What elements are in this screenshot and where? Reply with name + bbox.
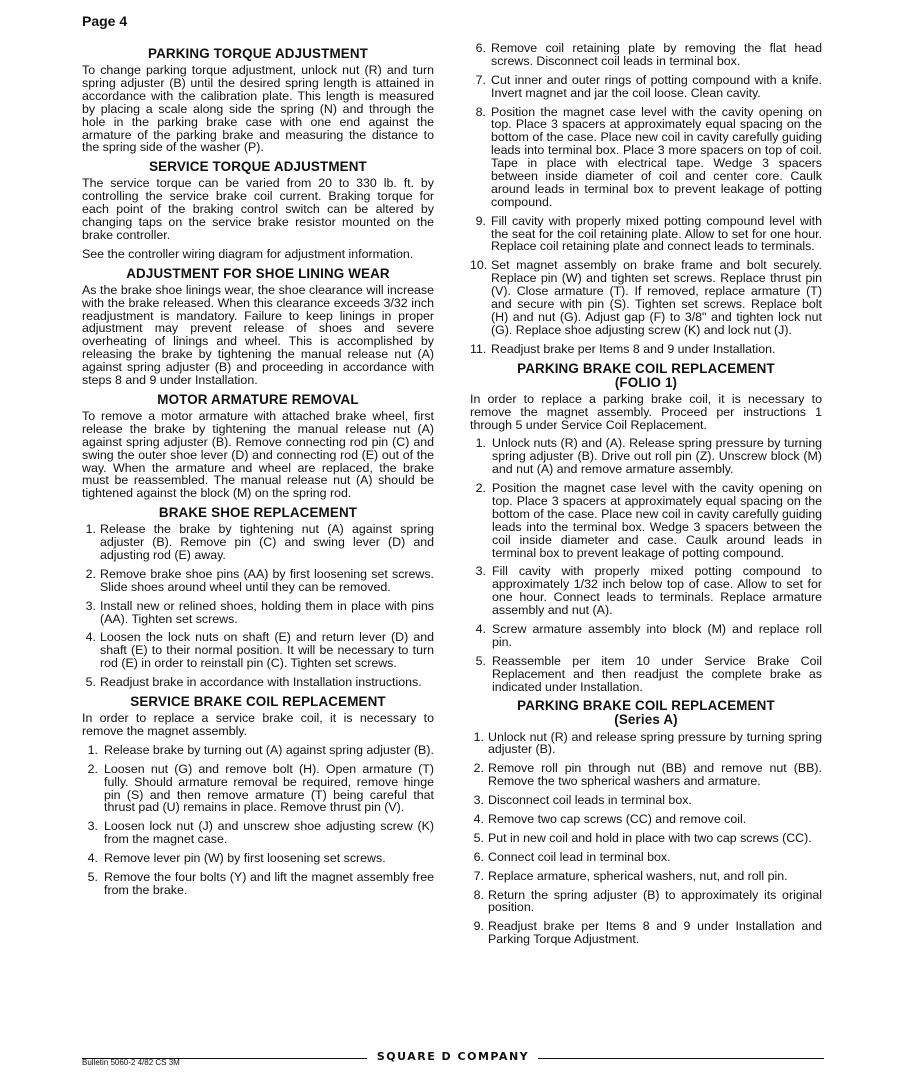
item-number: 3. bbox=[475, 564, 486, 579]
footer-rule-left bbox=[82, 1058, 367, 1059]
item-number: 9. bbox=[475, 213, 486, 228]
list-item bbox=[470, 437, 822, 476]
item-number: 4. bbox=[85, 630, 96, 645]
paragraph: In order to replace a parking brake coil, it is necessary to remove the magnet assembly. Proceed per instructions 1 through 5 under Service Coil Replacement. bbox=[470, 391, 822, 432]
item-text: Cut inner and outer rings of potting compound with a knife. Invert magnet and jar the coil loose. Clean cavity. bbox=[491, 72, 822, 100]
item-number: 4. bbox=[473, 812, 484, 826]
item-number: 10. bbox=[470, 258, 488, 273]
list-item bbox=[470, 259, 822, 336]
item-number: 5. bbox=[85, 675, 96, 690]
numbered-list bbox=[82, 744, 434, 897]
item-number: 8. bbox=[475, 104, 486, 119]
item-text: Readjust brake per Items 8 and 9 under Installation and Parking Torque Adjustment. bbox=[488, 919, 822, 947]
section-parking-brake-coil-folio-1 bbox=[470, 362, 822, 694]
list-item bbox=[470, 870, 822, 883]
list-item bbox=[82, 763, 434, 815]
list-item bbox=[82, 523, 434, 562]
item-text: Return the spring adjuster (B) to approximately its original position. bbox=[488, 887, 822, 915]
section-heading bbox=[470, 362, 822, 390]
list-item bbox=[82, 744, 434, 757]
list-item bbox=[470, 920, 822, 946]
item-text: Remove lever pin (W) by first loosening set screws. bbox=[104, 851, 386, 866]
item-text: Connect coil lead in terminal box. bbox=[488, 849, 671, 864]
list-item bbox=[470, 215, 822, 254]
item-number: 3. bbox=[87, 819, 98, 834]
item-text: Fill cavity with properly mixed potting compound level with the seat for the coil retaining plate. Allow to set for one hour. Replace coil retaining plate and connect leads to terminals. bbox=[491, 213, 822, 254]
numbered-list bbox=[470, 42, 822, 356]
list-item bbox=[470, 851, 822, 864]
page-footer bbox=[82, 1051, 824, 1071]
item-text: Remove the four bolts (Y) and lift the magnet assembly free from the brake. bbox=[104, 870, 434, 897]
item-text: Set magnet assembly on brake frame and bolt securely. Replace pin (W) and tighten set screws. Replace thrust pin (V). Close armature (T). If removed, replace armature (T) and secure with pin (S). Tighten set screws. Replace bolt (H) and nut (G). Adjust gap (F) to 3/8" and tighten lock nut (G). Replace shoe adjusting screw (K) and lock nut (J). bbox=[491, 258, 822, 337]
item-number: 3. bbox=[85, 598, 96, 613]
section-service-brake-coil-replacement bbox=[82, 695, 434, 897]
item-text: Loosen nut (G) and remove bolt (H). Open armature (T) fully. Should armature removal be required, remove hinge pin (S) and then remove armature (T) being careful that thrust pad (U) remains in place. Remove thrust pin (V). bbox=[104, 761, 434, 815]
section-parking-torque-adjustment bbox=[82, 47, 434, 154]
item-number: 3. bbox=[473, 793, 484, 808]
list-item bbox=[470, 731, 822, 757]
item-text: Unlock nut (R) and release spring pressure by turning spring adjuster (B). bbox=[488, 729, 822, 757]
paragraph: To change parking torque adjustment, unlock nut (R) and turn spring adjuster (B) until the desired spring length is attained in accordance with the calibration plate. This length is measured by placing a scale along side the spring (N) and through the hole in the parking brake case with one end against the armature of the parking brake and measuring the distance to the spring side of the washer (P). bbox=[82, 63, 434, 155]
item-text: Replace armature, spherical washers, nut, and roll pin. bbox=[488, 868, 788, 883]
item-text: Remove coil retaining plate by removing the flat head screws. Disconnect coil leads in terminal box. bbox=[491, 41, 822, 68]
left-column bbox=[82, 42, 434, 903]
list-item bbox=[470, 813, 822, 826]
section-service-torque-adjustment bbox=[82, 160, 434, 260]
paragraph: To remove a motor armature with attached brake wheel, first release the brake by tightening the manual release nut (A) against spring adjuster (B). Remove connecting rod pin (C) and swing the outer shoe lever (D) and connecting rod (E) out of the way. When the armature and wheel are replaced, the brake must be reassembled. The manual release nut (A) should be tightened against the block (M) on the spring rod. bbox=[82, 408, 434, 501]
section-service-brake-coil-replacement-continued bbox=[470, 42, 822, 356]
item-text: Loosen lock nut (J) and unscrew shoe adjusting screw (K) from the magnet case. bbox=[104, 819, 434, 847]
item-number: 2. bbox=[87, 761, 98, 776]
paragraph: In order to replace a service brake coil, it is necessary to remove the magnet assembly. bbox=[82, 711, 434, 738]
list-item bbox=[470, 482, 822, 559]
item-number: 1. bbox=[473, 729, 484, 744]
item-number: 5. bbox=[87, 870, 98, 885]
item-text: Unlock nuts (R) and (A). Release spring pressure by turning spring adjuster (B). Drive out roll pin (Z). Unscrew block (M) and nut (A) and remove armature assembly. bbox=[492, 436, 822, 477]
list-item bbox=[470, 623, 822, 649]
item-text: Put in new coil and hold in place with two cap screws (CC). bbox=[488, 830, 812, 845]
item-number: 4. bbox=[87, 851, 98, 866]
section-heading: SERVICE TORQUE ADJUSTMENT bbox=[149, 159, 367, 175]
item-text: Readjust brake per Items 8 and 9 under Installation. bbox=[491, 341, 776, 356]
item-text: Release the brake by tightening nut (A) against spring adjuster (B). Remove pin (C) and swing lever (D) and adjusting rod (E) away. bbox=[100, 522, 434, 563]
right-column bbox=[470, 42, 822, 952]
item-text: Screw armature assembly into block (M) and replace roll pin. bbox=[492, 621, 822, 649]
item-text: Readjust brake in accordance with Installation instructions. bbox=[100, 675, 422, 690]
item-text: Fill cavity with properly mixed potting compound to approximately 1/32 inch below top of case. Allow to set for one hour. Connect leads to terminals. Replace armature assembly and nut (A). bbox=[492, 564, 822, 618]
heading-subline: (FOLIO 1) bbox=[614, 374, 678, 390]
item-number: 6. bbox=[475, 41, 486, 55]
heading-line: PARKING BRAKE COIL REPLACEMENT bbox=[517, 698, 775, 714]
section-heading: MOTOR ARMATURE REMOVAL bbox=[157, 391, 359, 407]
item-text: Disconnect coil leads in terminal box. bbox=[488, 793, 692, 808]
numbered-list bbox=[82, 523, 434, 689]
heading-line: PARKING BRAKE COIL REPLACEMENT bbox=[517, 360, 775, 376]
item-number: 1. bbox=[87, 742, 98, 757]
item-number: 5. bbox=[475, 653, 486, 668]
item-number: 9. bbox=[473, 919, 484, 934]
page-number: Page 4 bbox=[82, 13, 128, 29]
list-item bbox=[470, 106, 822, 209]
list-item bbox=[470, 762, 822, 788]
company-logo: SQUARE D COMPANY bbox=[376, 1050, 530, 1063]
list-item bbox=[82, 871, 434, 897]
item-number: 1. bbox=[475, 436, 486, 451]
item-number: 2. bbox=[473, 761, 484, 776]
list-item bbox=[470, 832, 822, 845]
item-number: 11. bbox=[470, 341, 487, 356]
item-number: 4. bbox=[475, 621, 486, 636]
list-item bbox=[470, 565, 822, 617]
item-text: Position the magnet case level with the cavity opening on top. Place 3 spacers at approximately equal spacing on the bottom of the case. Place new coil in cavity carefully guiding leads into terminal box. Place 3 more spacers on top of coil. Tape in place with electrical tape. Wedge 3 spacers between inside diameter of coil and center core. Caulk around leads in terminal box to prevent leakage of potting compound. bbox=[491, 104, 822, 209]
item-text: Reassemble per item 10 under Service Brake Coil Replacement and then readjust the complete brake as indicated under Installation. bbox=[492, 653, 822, 694]
section-parking-brake-coil-series-a bbox=[470, 699, 822, 946]
section-heading: BRAKE SHOE REPLACEMENT bbox=[158, 505, 358, 521]
list-item bbox=[82, 600, 434, 626]
paragraph: See the controller wiring diagram for adjustment information. bbox=[82, 246, 414, 261]
list-item bbox=[470, 74, 822, 100]
list-item bbox=[82, 631, 434, 670]
item-number: 1. bbox=[85, 522, 96, 537]
section-heading: PARKING TORQUE ADJUSTMENT bbox=[148, 46, 368, 61]
section-motor-armature-removal bbox=[82, 393, 434, 500]
item-text: Remove brake shoe pins (AA) by first loosening set screws. Slide shoes around wheel until they can be removed. bbox=[100, 566, 434, 594]
list-item bbox=[82, 568, 434, 594]
item-text: Release brake by turning out (A) against spring adjuster (B). bbox=[104, 742, 434, 757]
footer-rule-right bbox=[538, 1058, 824, 1059]
list-item bbox=[470, 655, 822, 694]
item-text: Install new or relined shoes, holding them in place with pins (AA). Tighten set screws. bbox=[100, 598, 434, 626]
list-item bbox=[470, 794, 822, 807]
paragraph: As the brake shoe linings wear, the shoe clearance will increase with the brake released. When this clearance exceeds 3/32 inch readjustment is mandatory. Failure to keep linings in proper adjustment may prevent release of shoes and severe overheating of linings and wheel. This is accomplished by releasing the brake by tightening the manual release nut (A) against spring adjuster (B) and proceeding in accordance with steps 8 and 9 under Installation. bbox=[82, 282, 434, 387]
item-number: 2. bbox=[475, 481, 486, 496]
list-item bbox=[470, 42, 822, 68]
list-item bbox=[82, 852, 434, 865]
item-number: 7. bbox=[473, 868, 484, 883]
list-item bbox=[470, 343, 822, 356]
heading-subline: (Series A) bbox=[614, 712, 678, 728]
item-text: Remove two cap screws (CC) and remove coil. bbox=[488, 812, 747, 826]
item-number: 2. bbox=[85, 566, 96, 581]
numbered-list bbox=[470, 437, 822, 693]
item-number: 6. bbox=[473, 849, 484, 864]
item-text: Remove roll pin through nut (BB) and remove nut (BB). Remove the two spherical washers and armature. bbox=[488, 761, 822, 789]
item-number: 5. bbox=[473, 830, 484, 845]
numbered-list bbox=[470, 731, 822, 947]
item-number: 8. bbox=[473, 887, 484, 902]
section-heading bbox=[470, 699, 822, 727]
item-text: Loosen the lock nuts on shaft (E) and return lever (D) and shaft (E) to their normal position. It will be necessary to turn rod (E) in order to reinstall pin (C). Tighten set screws. bbox=[100, 630, 434, 671]
list-item bbox=[470, 889, 822, 915]
section-shoe-lining-wear bbox=[82, 267, 434, 387]
bulletin-number: Bulletin 5060-2 4/82 CS 3M bbox=[82, 1058, 180, 1067]
paragraph: The service torque can be varied from 20 to 330 lb. ft. by controlling the service brake coil current. Braking torque for each point of the braking control switch can be altered by changing taps on the service brake resistor mounted on the brake controller. bbox=[82, 176, 434, 242]
section-heading: ADJUSTMENT FOR SHOE LINING WEAR bbox=[126, 265, 390, 281]
item-text: Position the magnet case level with the cavity opening on top. Place 3 spacers at approximately equal spacing on the bottom of the case. Place new coil in cavity carefully guiding leads into the terminal box. Wedge 3 spacers between the coil inside diameter and case. Caulk around leads in terminal box to prevent leakage of potting compound. bbox=[492, 481, 822, 560]
list-item bbox=[82, 820, 434, 846]
section-heading: SERVICE BRAKE COIL REPLACEMENT bbox=[130, 694, 386, 710]
list-item bbox=[82, 676, 434, 689]
item-number: 7. bbox=[475, 72, 486, 87]
section-brake-shoe-replacement bbox=[82, 506, 434, 689]
